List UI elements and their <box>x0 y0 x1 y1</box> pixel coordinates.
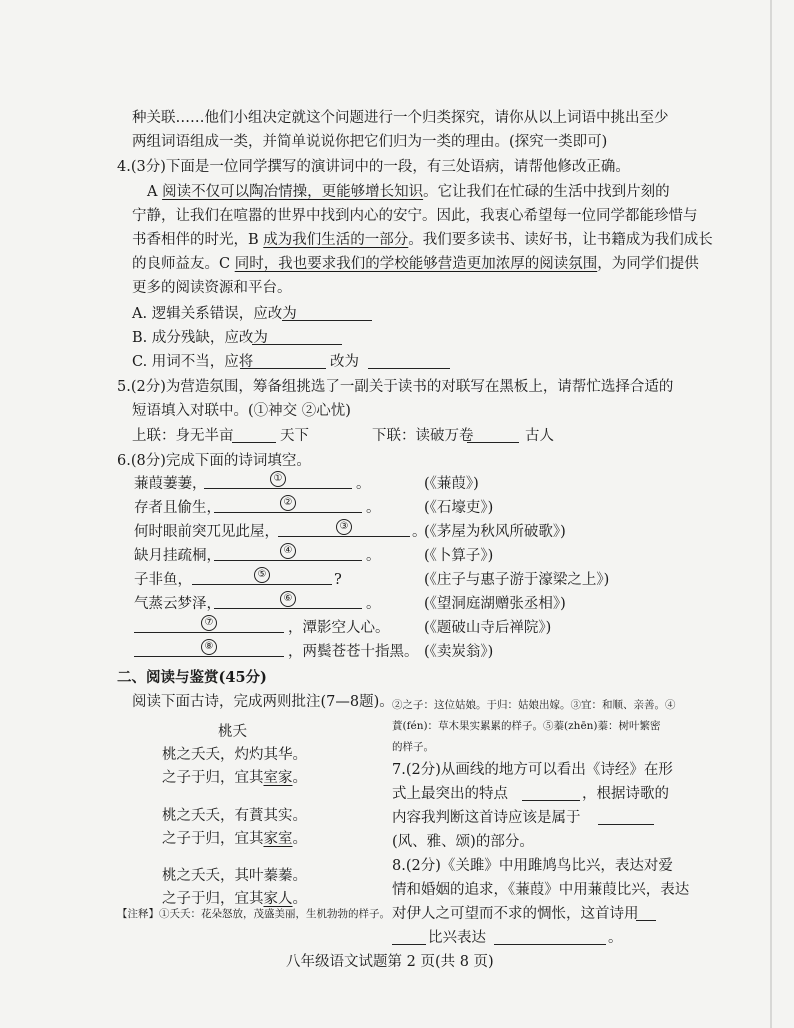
poem-line-6-start: 之子于归，宜其 <box>162 891 264 907</box>
q8-blank-1[interactable] <box>636 902 656 921</box>
q6-row-1-pre: 蒹葭萋萋， <box>134 476 207 492</box>
poem-line-4 <box>162 829 307 849</box>
q6-row-2-blank[interactable] <box>214 494 362 513</box>
q6-row-3-pre: 何时眼前突兀见此屋， <box>134 524 279 540</box>
q8-blank-2[interactable] <box>392 926 426 945</box>
blank-number-8: ⑧ <box>201 639 217 655</box>
q4-sentence-a: 阅读不仅可以陶冶情操，更能够增长知识 <box>162 184 424 200</box>
section-2-intro: 阅读下面古诗，完成两则批注(7—8题)。 <box>132 694 394 710</box>
q4-sentence-c: 同时，我也要求我们的学校能够营造更加浓厚的阅读氛围 <box>234 256 598 272</box>
q4-answer-b-label: B. 成分残缺，应改为 <box>132 330 268 346</box>
q6-row-3-blank[interactable] <box>278 518 410 537</box>
q5-heading-1: 5.(2分)为营造氛围，筹备组挑选了一副关于读书的对联写在黑板上，请帮忙选择合适的 <box>117 379 674 395</box>
top-line-1: 种关联……他们小组决定就这个问题进行一个归类探究，请你从以上词语中挑出至少 <box>132 110 669 126</box>
q4-answer-a-blank[interactable] <box>282 302 372 321</box>
note-line-2: 蕡(fén)：草木果实累累的样子。⑤蓁(zhēn)蓁：树叶繁密 <box>392 720 661 732</box>
q6-row-7-blank[interactable] <box>134 614 284 633</box>
q6-row-6-blank[interactable] <box>214 590 362 609</box>
q4-p1-rest: 。它让我们在忙碌的生活中找到片刻的 <box>423 184 670 200</box>
scan-edge <box>770 0 772 1028</box>
couplet-upper-end: 天下 <box>280 428 309 444</box>
q7-line-4: (风、雅、颂)的部分。 <box>392 834 534 850</box>
q8-line-3: 对伊人之可望而不求的惆怅，这首诗用 <box>392 906 639 922</box>
q6-row-3-post: 。 <box>412 524 427 540</box>
poem-line-1: 桃之夭夭，灼灼其华。 <box>162 747 307 763</box>
couplet-upper-blank[interactable] <box>232 424 276 443</box>
q8-line-4-mid: 比兴表达 <box>428 930 486 946</box>
q6-row-5-post: ? <box>334 572 342 588</box>
q6-row-7-source: (《题破山寺后禅院》) <box>424 620 552 636</box>
q7-line-1: 7.(2分)从画线的地方可以看出《诗经》在形 <box>392 762 673 778</box>
q4-para-line-3 <box>132 230 713 250</box>
q6-row-4-post: 。 <box>366 548 381 564</box>
note-line-3: 的样子。 <box>392 741 434 753</box>
q6-row-6-source: (《望洞庭湖赠张丞相》) <box>424 596 566 612</box>
q6-row-3-source: (《茅屋为秋风所破歌》) <box>424 524 566 540</box>
blank-number-7: ⑦ <box>201 615 217 631</box>
q6-row-2-post: 。 <box>366 500 381 516</box>
q6-row-8-post: ，两鬓苍苍十指黑。 <box>288 644 419 660</box>
q7-blank-2[interactable] <box>598 806 654 825</box>
poem-title: 桃夭 <box>218 724 247 740</box>
poem-underlined-3: 家人 <box>263 891 293 907</box>
poem-line-5: 桃之夭夭，其叶蓁蓁。 <box>162 868 307 884</box>
blank-number-5: ⑤ <box>254 567 270 583</box>
q6-row-2-source: (《石壕吏》) <box>424 500 494 516</box>
blank-number-4: ④ <box>280 543 296 559</box>
q4-label-a: A <box>147 184 163 200</box>
poem-line-2 <box>162 768 307 788</box>
q6-row-1-blank[interactable] <box>204 470 352 489</box>
q6-row-6-post: 。 <box>366 596 381 612</box>
blank-number-2: ② <box>280 495 296 511</box>
q4-answer-b-blank[interactable] <box>252 326 342 345</box>
note-line-1: ②之子：这位姑娘。于归：姑娘出嫁。③宜：和顺、亲善。④ <box>392 699 676 711</box>
q6-heading: 6.(8分)完成下面的诗词填空。 <box>117 453 311 469</box>
q6-row-5-blank[interactable] <box>192 566 332 585</box>
q7-line-2-start: 式上最突出的特点 <box>392 786 508 802</box>
q6-row-1-post: 。 <box>356 476 371 492</box>
q4-p3-rest: 。我们要多读书、读好书，让书籍成为我们成长 <box>408 232 713 248</box>
q6-row-7-post: ，潭影空人心。 <box>288 620 390 636</box>
q4-answer-c-blank-1[interactable] <box>240 350 326 369</box>
q6-row-6-pre: 气蒸云梦泽， <box>134 596 221 612</box>
poem-note: 【注释】①夭夭：花朵怒放，茂盛美丽，生机勃勃的样子。 <box>117 908 390 920</box>
top-line-2: 两组词语组成一类，并简单说说你把它们归为一类的理由。(探究一类即可) <box>132 134 608 150</box>
q6-row-8-blank[interactable] <box>134 638 284 657</box>
poem-line-4-start: 之子于归，宜其 <box>162 831 264 847</box>
blank-number-1: ① <box>270 471 286 487</box>
q6-row-4-pre: 缺月挂疏桐， <box>134 548 221 564</box>
poem-underlined-1: 室家 <box>263 770 293 786</box>
q4-answer-c-mid: 改为 <box>330 354 359 370</box>
poem-line-4-end: 。 <box>292 831 307 847</box>
q4-p4-start: 的良师益友。C <box>132 256 235 272</box>
q4-sentence-b: 成为我们生活的一部分 <box>263 232 409 248</box>
q4-answer-a-label: A. 逻辑关系错误，应改为 <box>132 306 297 322</box>
q4-p3-start: 书香相伴的时光，B <box>132 232 264 248</box>
couplet-lower-blank[interactable] <box>467 424 519 443</box>
q8-line-4-end: 。 <box>608 930 623 946</box>
couplet-lower-start: 下联：读破万卷 <box>372 428 474 444</box>
q6-row-8-source: (《卖炭翁》) <box>424 644 494 660</box>
poem-line-2-start: 之子于归，宜其 <box>162 770 264 786</box>
q6-row-5-source: (《庄子与惠子游于濠梁之上》) <box>424 572 610 588</box>
q4-para-line-5: 更多的阅读资源和平台。 <box>132 280 292 296</box>
q8-blank-3[interactable] <box>494 926 606 945</box>
q4-para-line-2: 宁静，让我们在喧嚣的世界中找到内心的安宁。因此，我衷心希望每一位同学都能珍惜与 <box>132 208 698 224</box>
q6-row-4-blank[interactable] <box>214 542 362 561</box>
q7-line-2-end: ，根据诗歌的 <box>582 786 669 802</box>
blank-number-6: ⑥ <box>280 591 296 607</box>
q6-row-5-pre: 子非鱼， <box>134 572 192 588</box>
q8-line-1: 8.(2分)《关雎》中用雎鸠鸟比兴，表达对爱 <box>392 858 673 874</box>
blank-number-3: ③ <box>336 519 352 535</box>
poem-line-6-end: 。 <box>292 891 307 907</box>
q4-answer-c-label: C. 用词不当，应将 <box>132 354 254 370</box>
page-footer: 八年级语文试题第 2 页(共 8 页) <box>286 954 494 970</box>
section-2-title: 二、阅读与鉴赏(45分) <box>117 669 267 686</box>
poem-line-2-end: 。 <box>292 770 307 786</box>
q6-row-1-source: (《蒹葭》) <box>424 476 479 492</box>
q6-row-2-pre: 存者且偷生， <box>134 500 221 516</box>
q7-blank-1[interactable] <box>522 782 580 801</box>
couplet-lower-end: 古人 <box>525 428 554 444</box>
couplet-upper-start: 上联：身无半亩 <box>132 428 234 444</box>
q4-answer-c-blank-2[interactable] <box>368 350 450 369</box>
q4-para-line-4 <box>132 254 699 274</box>
q4-para-line-1 <box>147 182 670 202</box>
q7-line-3: 内容我判断这首诗应该是属于 <box>392 810 581 826</box>
q5-heading-2: 短语填入对联中。(①神交 ②心忧) <box>132 403 351 419</box>
q8-line-2: 情和婚姻的追求，《蒹葭》中用蒹葭比兴，表达 <box>392 882 690 898</box>
q6-row-4-source: (《卜算子》) <box>424 548 494 564</box>
q4-heading: 4.(3分)下面是一位同学撰写的演讲词中的一段，有三处语病，请帮他修改正确。 <box>117 159 630 175</box>
q4-p4-rest: ，为同学们提供 <box>597 256 699 272</box>
poem-underlined-2: 家室 <box>263 831 293 847</box>
poem-line-3: 桃之夭夭，有蕡其实。 <box>162 808 307 824</box>
